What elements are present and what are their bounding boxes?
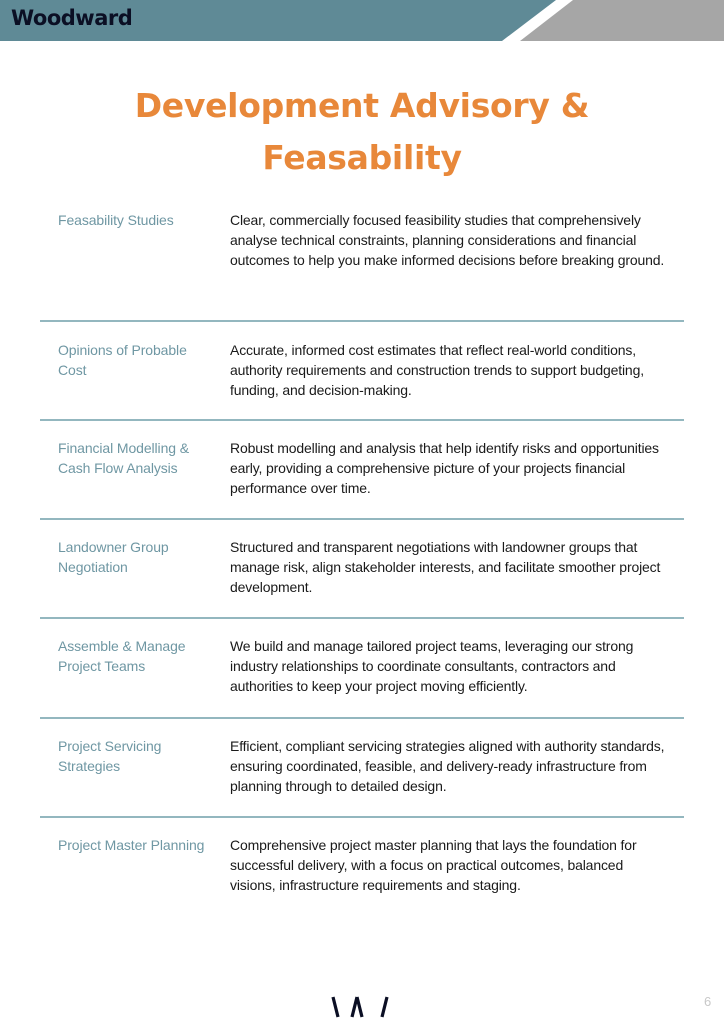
page-number: 6 [704, 994, 712, 1009]
service-label: Assemble & Manage Project Teams [58, 638, 186, 674]
service-row [40, 619, 684, 717]
service-description: Efficient, compliant servicing strategies aligned with authority standards, ensuring coordinated, feasible, and delivery-ready infrastructure from planning through to detailed design. [230, 738, 665, 794]
page-title-line-2: Feasability [262, 138, 462, 177]
service-row [40, 520, 684, 617]
services-list [40, 210, 684, 908]
service-label: Opinions of Probable Cost [58, 342, 187, 378]
service-description: Accurate, informed cost estimates that reflect real-world conditions, authority requirements and construction trends to support budgeting, funding, and decision-making. [230, 342, 644, 398]
service-label: Financial Modelling & Cash Flow Analysis [58, 440, 189, 476]
header-bar [0, 0, 724, 41]
service-row [40, 322, 684, 419]
page-title-line-1: Development Advisory & [134, 86, 590, 125]
service-label: Project Servicing Strategies [58, 738, 162, 774]
service-description: Clear, commercially focused feasibility studies that comprehensively analyse technical constraints, planning considerations and financial outcomes to help you make informed decisions before breaking ground. [230, 212, 665, 268]
service-label: Project Master Planning [58, 837, 205, 853]
service-label: Feasability Studies [58, 212, 174, 228]
service-row [40, 818, 684, 908]
service-description: Structured and transparent negotiations with landowner groups that manage risk, align stakeholder interests, and facilitate smoother project development. [230, 539, 661, 595]
footer-logo-icon [330, 995, 396, 1019]
brand-name: Woodward [11, 6, 133, 30]
page-title [60, 80, 664, 184]
logo-stroke [357, 997, 362, 1017]
service-description: Robust modelling and analysis that help identify risks and opportunities early, providing a comprehensive picture of your projects financial performance over time. [230, 440, 659, 496]
logo-stroke [382, 997, 387, 1017]
logo-stroke [333, 997, 338, 1017]
service-description: Comprehensive project master planning that lays the foundation for successful delivery, with a focus on practical outcomes, balanced visions, infrastructure requirements and staging. [230, 837, 637, 893]
service-row [40, 210, 684, 320]
service-row [40, 421, 684, 518]
service-label: Landowner Group Negotiation [58, 539, 169, 575]
header-gray-band [520, 0, 724, 41]
service-row [40, 719, 684, 816]
service-description: We build and manage tailored project teams, leveraging our strong industry relationships to coordinate consultants, contractors and authorities to keep your project moving efficiently. [230, 638, 634, 694]
